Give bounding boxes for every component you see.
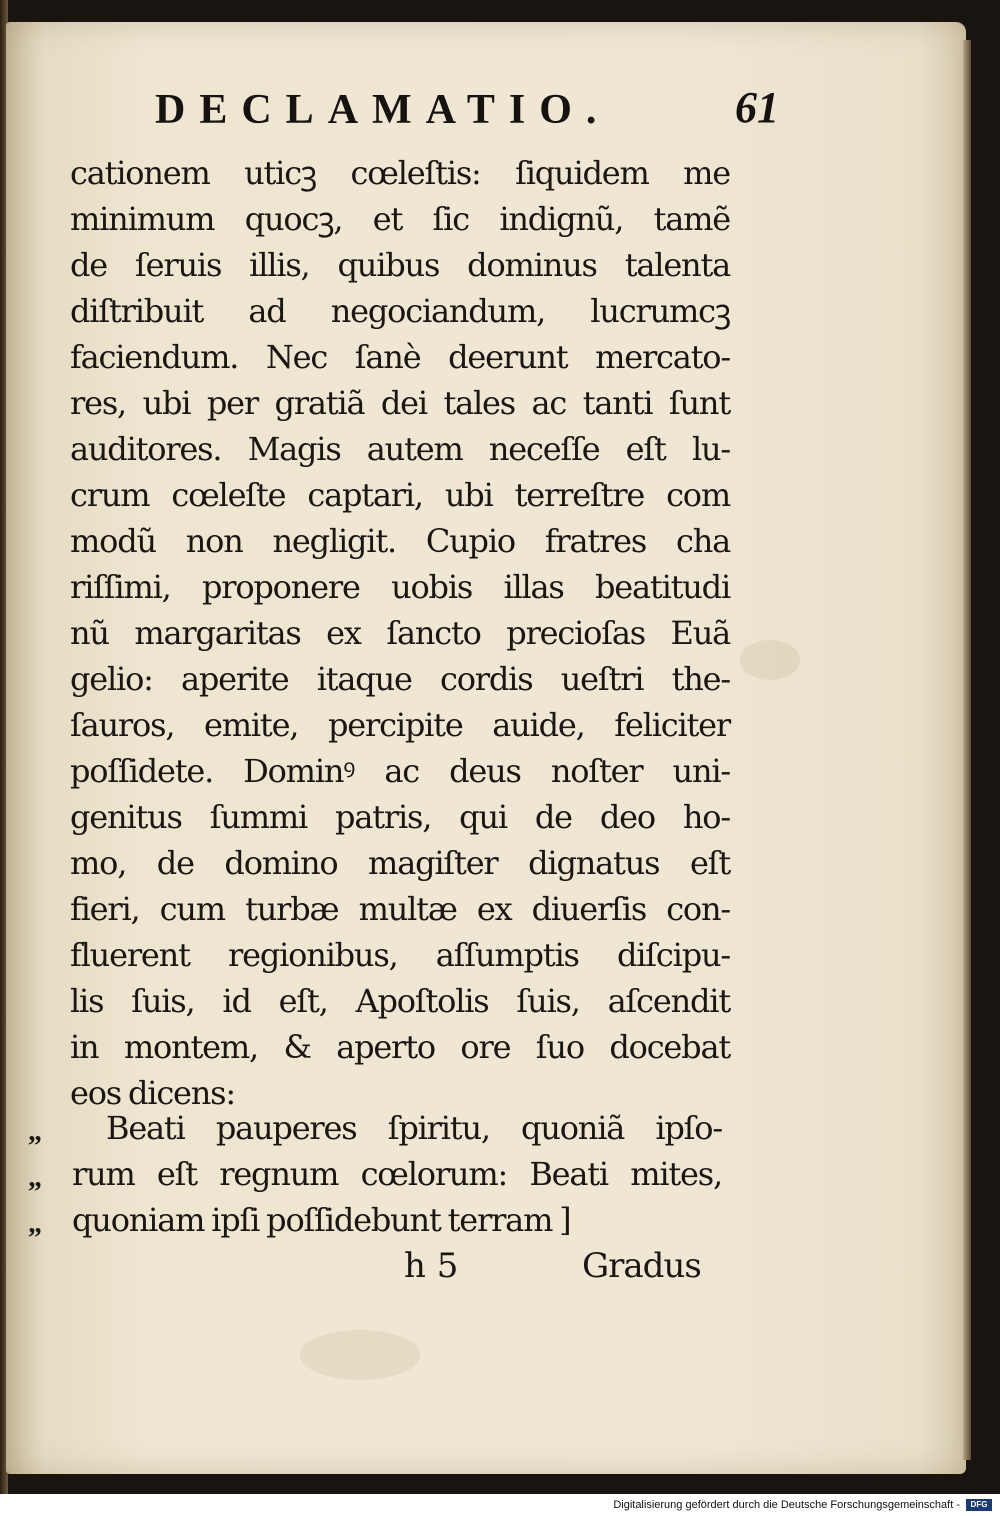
quote-line	[28, 1151, 730, 1197]
dfg-logo-badge: DFG	[966, 1499, 992, 1511]
quote-line	[28, 1197, 730, 1243]
quote-marker: „	[28, 1162, 42, 1193]
text-line: fluerent regionibus, aſſumptis diſcipu-	[70, 936, 730, 974]
quote-text: Beati pauperes ſpiritu, quoniã ipſo-	[106, 1109, 722, 1147]
quote-marker: „	[28, 1116, 42, 1147]
page-edge	[963, 40, 971, 1460]
text-line: modũ non negligit. Cupio fratres cha	[70, 522, 730, 560]
text-line: riſſimi, proponere uobis illas beatitudi	[70, 568, 730, 606]
quote-text: quoniam ipſi poſſidebunt terram ]	[72, 1201, 571, 1239]
catchword: Gradus	[582, 1246, 701, 1286]
text-line: eos dicens:	[70, 1074, 235, 1112]
page-number: 61	[735, 83, 779, 132]
footer-credit: Digitalisierung gefördert durch die Deutsche Forschungsgemeinschaft -	[613, 1499, 960, 1511]
text-line: nũ margaritas ex ſancto precioſas Euã	[70, 614, 730, 652]
text-line: cationem uticꝫ cœleſtis: ſiquidem me	[70, 154, 730, 192]
signature-mark: h 5	[404, 1246, 459, 1286]
footer-bar	[0, 1494, 1000, 1516]
text-line: res, ubi per gratiã dei tales ac tanti ſunt	[70, 384, 730, 422]
text-line: fieri, cum turbæ multæ ex diuerſis con-	[70, 890, 730, 928]
text-line: lis ſuis, id eſt, Apoſtolis ſuis, aſcendit	[70, 982, 730, 1020]
running-title: DECLAMATIO.	[155, 87, 611, 133]
text-line: ſauros, emite, percipite auide, feliciter	[70, 706, 730, 744]
text-line: auditores. Magis autem neceſſe eſt lu-	[70, 430, 730, 468]
paper-stain	[300, 1330, 420, 1380]
body-text	[70, 150, 730, 1116]
text-line: in montem, & aperto ore ſuo docebat	[70, 1028, 730, 1066]
text-line: crum cœleſte captari, ubi terreſtre com	[70, 476, 730, 514]
paper-stain	[740, 640, 800, 680]
text-line: faciendum. Nec ſanè deerunt mercato-	[70, 338, 730, 376]
text-line: minimum quocꝫ, et ſic indignũ, tamẽ	[70, 200, 730, 238]
text-line: poſſidete. Dominꝰ ac deus noſter uni-	[70, 752, 730, 790]
text-line: diſtribuit ad negociandum, lucrumcꝫ	[70, 292, 730, 330]
quote-line	[28, 1105, 730, 1151]
quote-text: rum eſt regnum cœlorum: Beati mites,	[72, 1155, 722, 1193]
text-line: de ſeruis illis, quibus dominus talenta	[70, 246, 730, 284]
text-line: gelio: aperite itaque cordis ueſtri the-	[70, 660, 730, 698]
text-line: genitus ſummi patris, qui de deo ho-	[70, 798, 730, 836]
text-line: mo, de domino magiſter dignatus eſt	[70, 844, 730, 882]
beatitude-quote	[28, 1105, 730, 1243]
quote-marker: „	[28, 1208, 42, 1239]
